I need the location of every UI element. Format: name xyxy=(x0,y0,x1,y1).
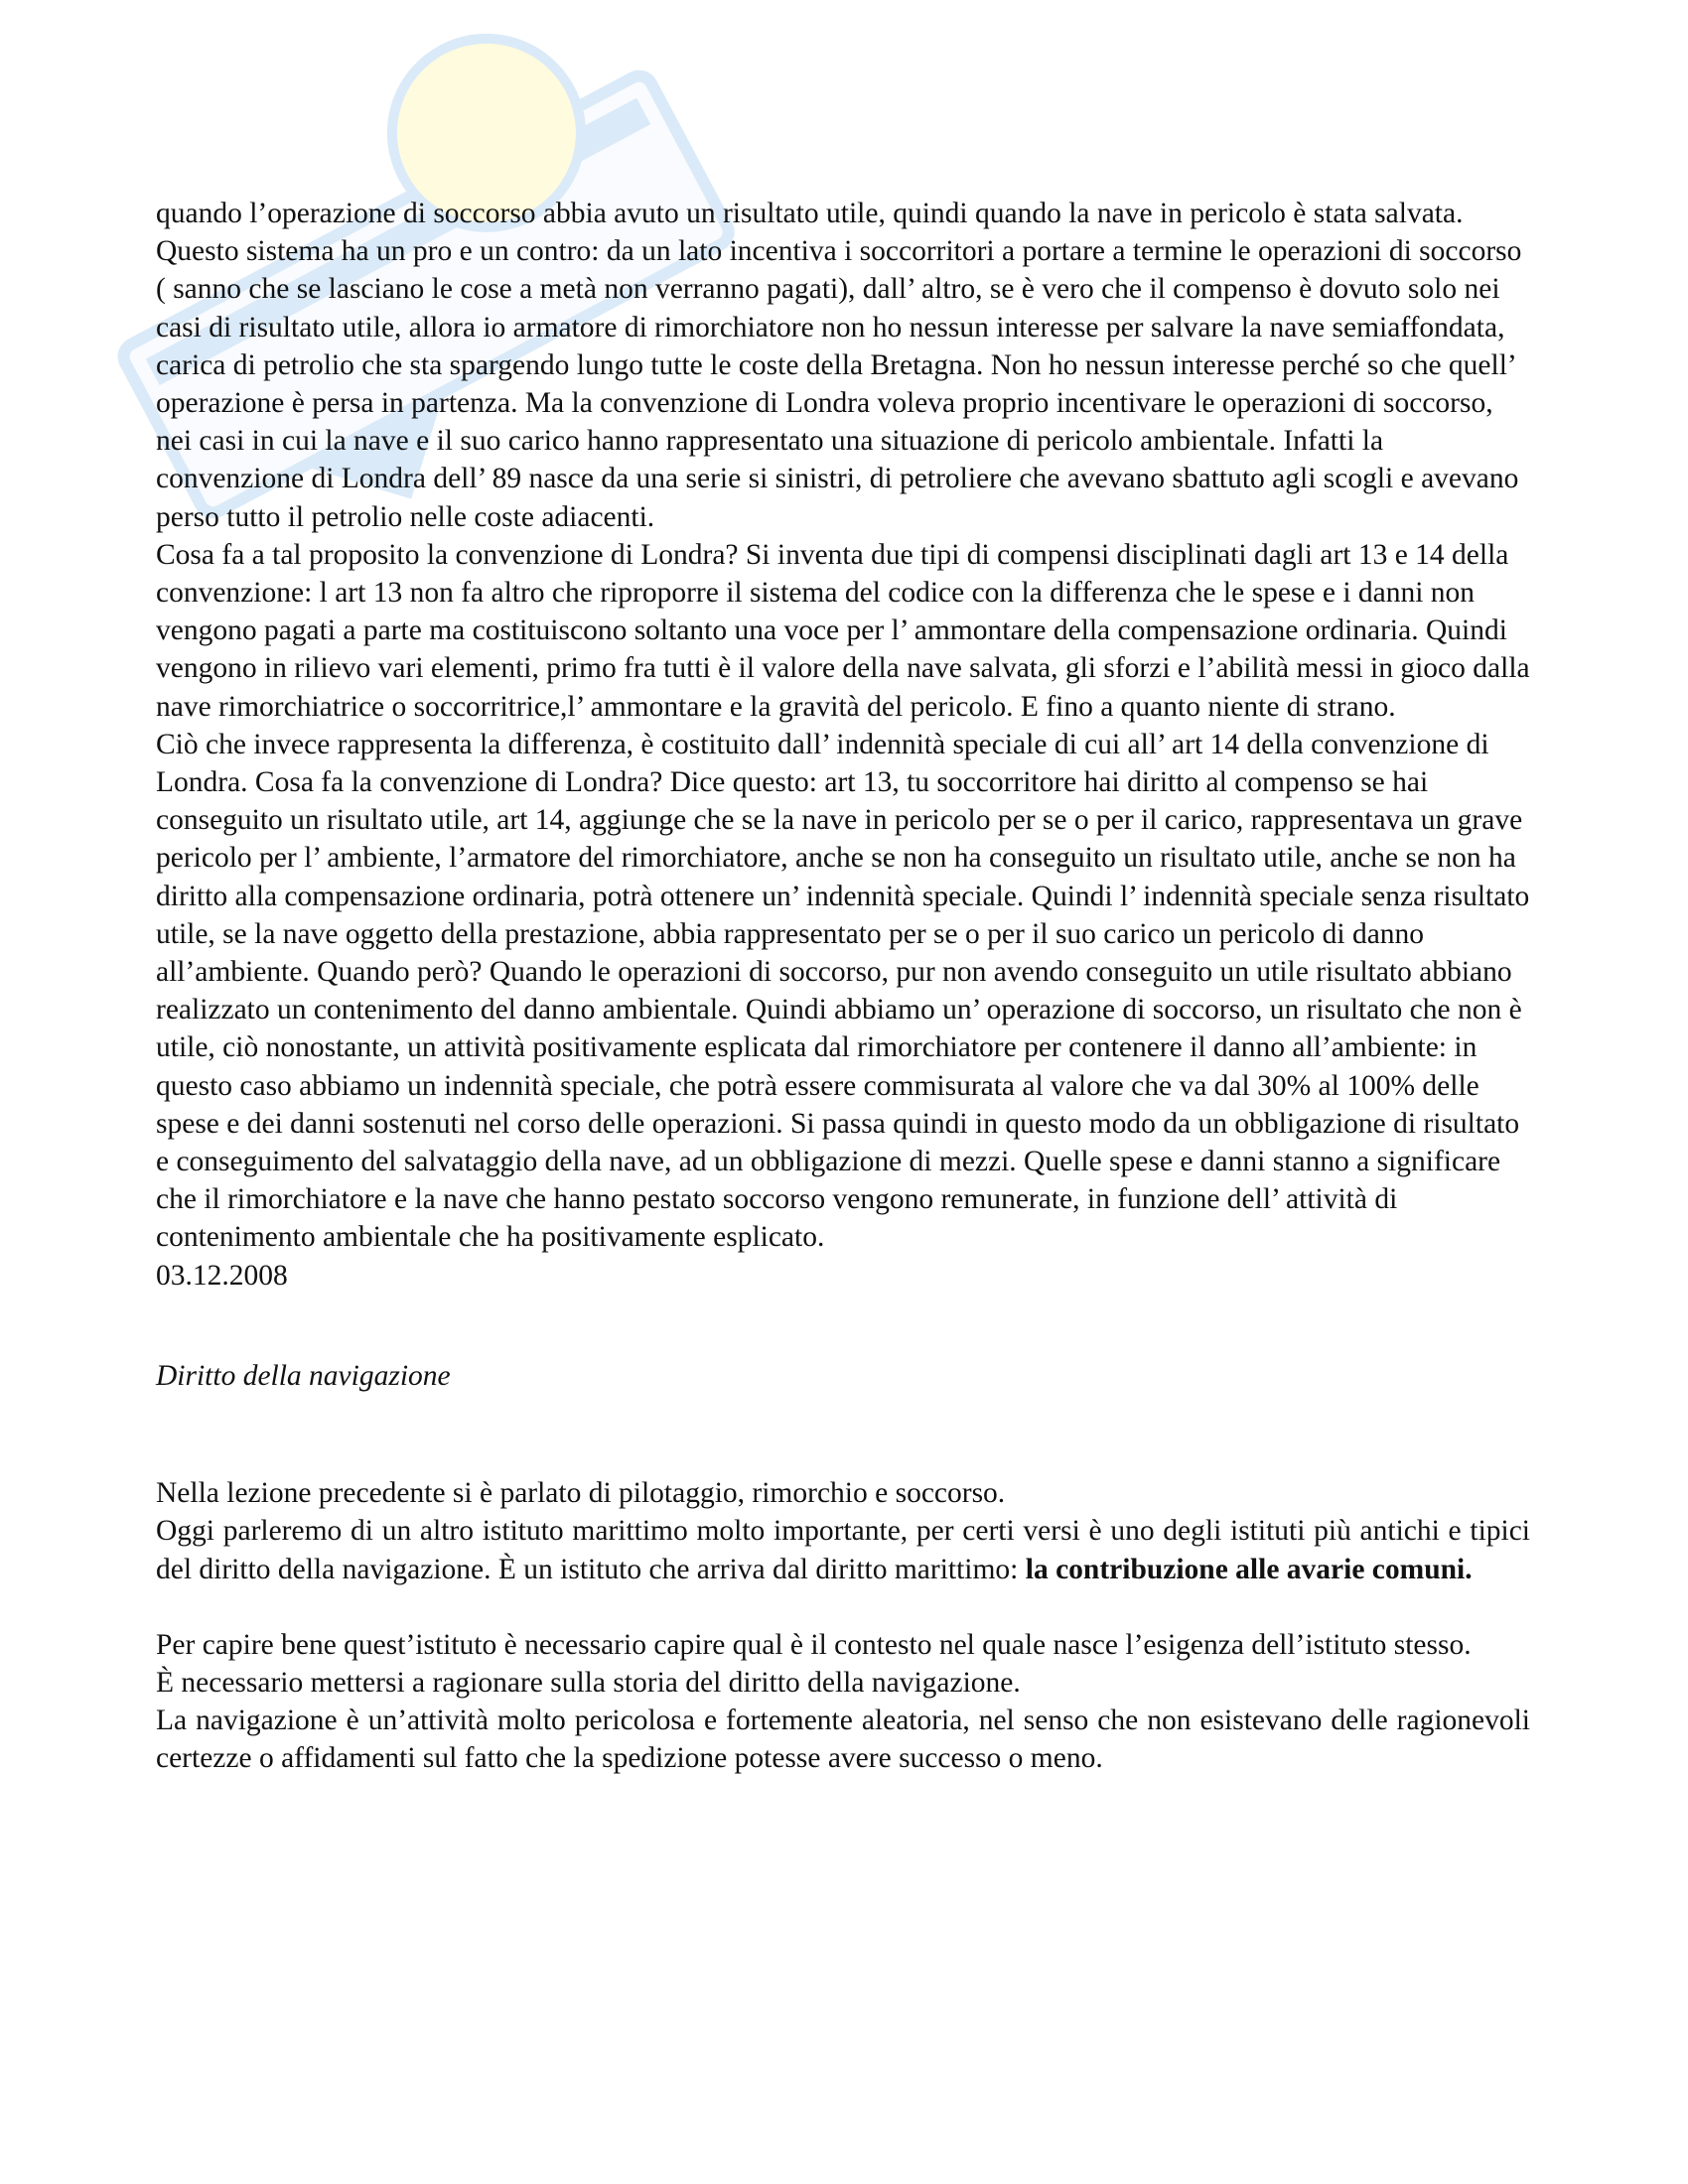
topic-text: Oggi parleremo di un altro istituto marittimo molto importante, per certi versi è uno degli istituti più antichi e tipici del diritto della navigazione. È un istituto che arriva dal diritto marittimo: xyxy=(156,1515,1530,1585)
body-paragraph-1: quando l’operazione di soccorso abbia avuto un risultato utile, quindi quando la nave in pericolo è stata salvata. Questo sistema ha un pro e un contro: da un lato incentiva i soccorritori a portare a termine le operazioni di soccorso ( sanno che se lasciano le cose a metà non verranno pagati), dall’ altro, se è vero che il compenso è dovuto solo nei casi di risultato utile, allora io armatore di rimorchiatore non ho nessun interesse per salvare la nave semiaffondata, carica di petrolio che sta spargendo lungo tutte le coste della Bretagna. Non ho nessun interesse perché so che quell’ operazione è persa in partenza. Ma la convenzione di Londra voleva proprio incentivare le operazioni di soccorso, nei casi in cui la nave e il suo carico hanno rappresentato una situazione di pericolo ambientale. Infatti la convenzione di Londra dell’ 89 nasce da una serie si sinistri, di petroliere che avevano sbattuto agli scogli e avevano perso tutto il petrolio nelle coste adiacenti. xyxy=(156,198,1522,533)
topic-highlight: la contribuzione alle avarie comuni. xyxy=(1025,1553,1473,1585)
intro-paragraph: Nella lezione precedente si è parlato di pilotaggio, rimorchio e soccorso. xyxy=(156,1477,1006,1510)
navigation-paragraph: La navigazione è un’attività molto pericolosa e fortemente aleatoria, nel senso che non esistevano delle ragionevoli certezze o affidamenti sul fatto che la spedizione potesse avere successo o meno. xyxy=(156,1705,1530,1775)
history-paragraph: È necessario mettersi a ragionare sulla storia del diritto della navigazione. xyxy=(156,1666,1021,1699)
body-paragraph-2: Cosa fa a tal proposito la convenzione di Londra? Si inventa due tipi di compensi disciplinati dagli art 13 e 14 della convenzione: l art 13 non fa altro che riproporre il sistema del codice con la differenza che le spese e i danni non vengono pagati a parte ma costituiscono soltanto una voce per l’ ammontare della compensazione ordinaria. Quindi vengono in rilievo vari elementi, primo fra tutti è il valore della nave salvata, gli sforzi e l’abilità messi in gioco dalla nave rimorchiatrice o soccorritrice,l’ ammontare e la gravità del pericolo. E fino a quanto niente di strano. xyxy=(156,538,1530,723)
context-paragraph: Per capire bene quest’istituto è necessario capire qual è il contesto nel quale nasce l’esigenza dell’istituto stesso. xyxy=(156,1628,1472,1661)
topic-paragraph xyxy=(156,1512,1530,1587)
body-paragraph-3: Ciò che invece rappresenta la differenza, è costituito dall’ indennità speciale di cui all’ art 14 della convenzione di Londra. Cosa fa la convenzione di Londra? Dice questo: art 13, tu soccorritore hai diritto al compenso se hai conseguito un risultato utile, art 14, aggiunge che se la nave in pericolo per se o per il carico, rappresentava un grave pericolo per l’ ambiente, l’armatore del rimorchiatore, anche se non ha conseguito un risultato utile, anche se non ha diritto alla compensazione ordinaria, potrà ottenere un’ indennità speciale. Quindi l’ indennità speciale senza risultato utile, se la nave oggetto della prestazione, abbia rappresentato per se o per il suo carico un pericolo di danno all’ambiente. Quando però? Quando le operazioni di soccorso, pur non avendo conseguito un utile risultato abbiano realizzato un contenimento del danno ambientale. Quindi abbiamo un’ operazione di soccorso, un risultato che non è utile, ciò nonostante, un attività positivamente esplicata dal rimorchiatore per contenere il danno all’ambiente: in questo caso abbiamo un indennità speciale, che potrà essere commisurata al valore che va dal 30% al 100% delle spese e dei danni sostenuti nel corso delle operazioni. Si passa quindi in questo modo da un obbligazione di risultato e conseguimento del salvataggio della nave, ad un obbligazione di mezzi. Quelle spese e danni stanno a significare che il rimorchiatore e la nave che hanno pestato soccorso vengono remunerate, in funzione dell’ attività di contenimento ambientale che ha positivamente esplicato. xyxy=(156,728,1530,1254)
document-page xyxy=(156,195,1530,1778)
lecture-date: 03.12.2008 xyxy=(156,1259,288,1292)
section-heading: Diritto della navigazione xyxy=(156,1359,451,1392)
